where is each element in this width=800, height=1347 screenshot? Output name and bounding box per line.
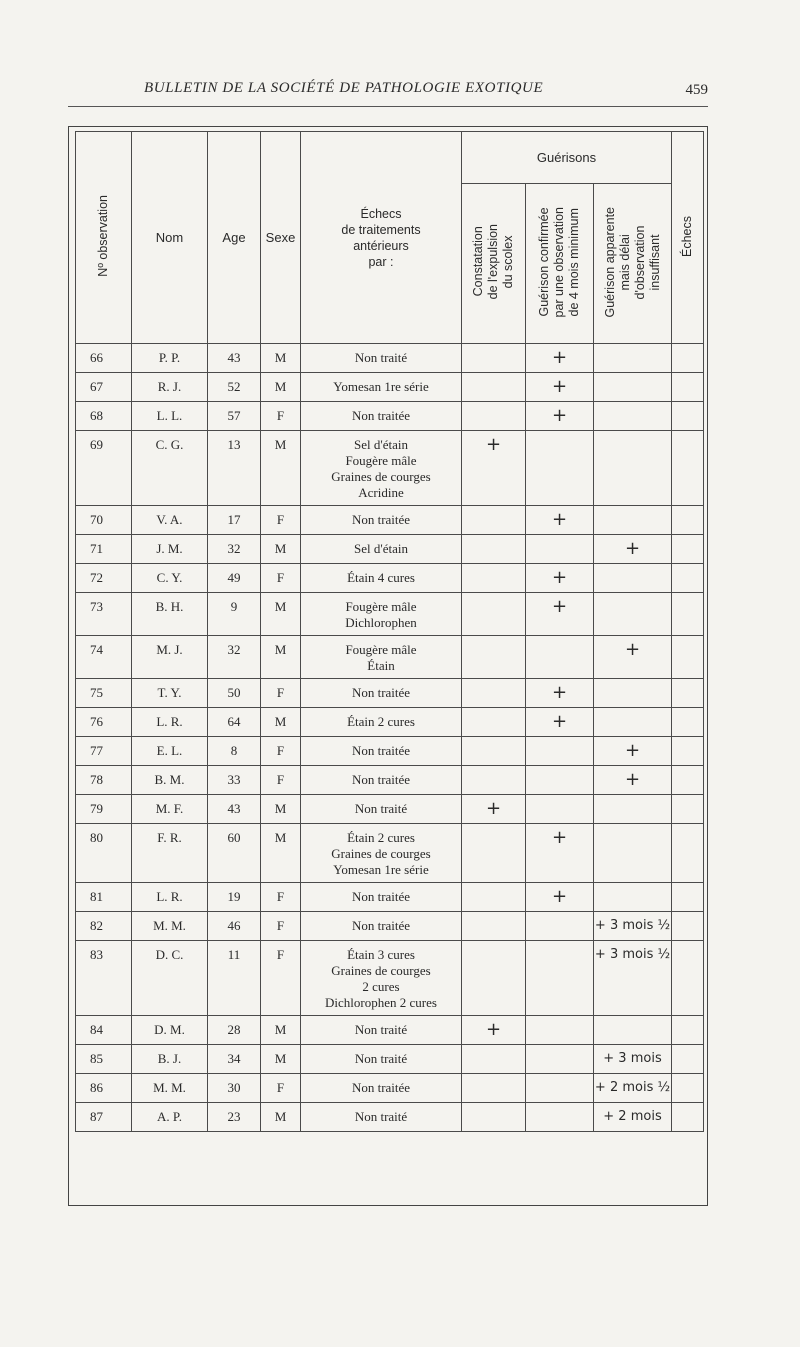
confirmed-cure-cell: [526, 1016, 594, 1045]
sex-cell: M: [261, 795, 301, 824]
confirmed-cure-cell: [526, 535, 594, 564]
name-cell: M. M.: [132, 1074, 208, 1103]
name-cell: L. R.: [132, 708, 208, 737]
sex-cell: F: [261, 737, 301, 766]
page-number: 459: [685, 82, 708, 98]
previous-failures-cell: Étain 2 cures Graines de courges Yomesan 1re série: [301, 824, 462, 883]
header-guerison-confirmee-label: Guérison confirmée par une observation de 4 mois minimum: [537, 206, 581, 318]
sex-cell: F: [261, 766, 301, 795]
observation-number-cell: 66: [76, 344, 132, 373]
age-cell: 34: [208, 1045, 261, 1074]
confirmed-cure-cell: [526, 431, 594, 506]
sex-cell: M: [261, 535, 301, 564]
confirmed-cure-cell: +: [526, 373, 594, 402]
header-no-observation: [76, 132, 132, 344]
table-row: [76, 1016, 704, 1045]
age-cell: 50: [208, 679, 261, 708]
age-cell: 64: [208, 708, 261, 737]
age-cell: 28: [208, 1016, 261, 1045]
name-cell: L. L.: [132, 402, 208, 431]
table-row: [76, 535, 704, 564]
confirmed-cure-cell: +: [526, 564, 594, 593]
header-echecs-label: Échecs: [680, 215, 695, 257]
failure-cell: [672, 636, 704, 679]
failure-cell: [672, 766, 704, 795]
apparent-cure-cell: + 3 mois ½: [594, 941, 672, 1016]
header-nom: Nom: [132, 132, 208, 344]
confirmed-cure-cell: [526, 737, 594, 766]
apparent-cure-cell: + 2 mois: [594, 1103, 672, 1132]
name-cell: D. C.: [132, 941, 208, 1016]
scolex-expulsion-cell: [462, 1045, 526, 1074]
sex-cell: M: [261, 431, 301, 506]
age-cell: 46: [208, 912, 261, 941]
previous-failures-cell: Non traité: [301, 1045, 462, 1074]
failure-cell: [672, 535, 704, 564]
failure-cell: [672, 373, 704, 402]
table-row: [76, 824, 704, 883]
confirmed-cure-cell: [526, 1045, 594, 1074]
failure-cell: [672, 824, 704, 883]
previous-failures-cell: Étain 3 cures Graines de courges 2 cures Dichlorophen 2 cures: [301, 941, 462, 1016]
table-row: [76, 1103, 704, 1132]
scolex-expulsion-cell: [462, 593, 526, 636]
confirmed-cure-cell: [526, 795, 594, 824]
failure-cell: [672, 1045, 704, 1074]
scolex-expulsion-cell: [462, 1074, 526, 1103]
name-cell: C. G.: [132, 431, 208, 506]
apparent-cure-cell: +: [594, 737, 672, 766]
previous-failures-cell: Sel d'étain: [301, 535, 462, 564]
age-cell: 43: [208, 344, 261, 373]
name-cell: L. R.: [132, 883, 208, 912]
scolex-expulsion-cell: [462, 564, 526, 593]
failure-cell: [672, 708, 704, 737]
previous-failures-cell: Non traitée: [301, 737, 462, 766]
confirmed-cure-cell: +: [526, 679, 594, 708]
age-cell: 60: [208, 824, 261, 883]
observation-number-cell: 74: [76, 636, 132, 679]
failure-cell: [672, 737, 704, 766]
age-cell: 11: [208, 941, 261, 1016]
scolex-expulsion-cell: [462, 535, 526, 564]
sex-cell: M: [261, 1103, 301, 1132]
name-cell: B. H.: [132, 593, 208, 636]
table-row: [76, 431, 704, 506]
scolex-expulsion-cell: [462, 708, 526, 737]
age-cell: 33: [208, 766, 261, 795]
table-row: [76, 941, 704, 1016]
sex-cell: M: [261, 373, 301, 402]
confirmed-cure-cell: [526, 941, 594, 1016]
failure-cell: [672, 679, 704, 708]
observation-number-cell: 75: [76, 679, 132, 708]
table-row: [76, 506, 704, 535]
sex-cell: F: [261, 506, 301, 535]
sex-cell: F: [261, 679, 301, 708]
header-echecs: [672, 132, 704, 344]
age-cell: 17: [208, 506, 261, 535]
table-row: [76, 344, 704, 373]
failure-cell: [672, 593, 704, 636]
apparent-cure-cell: [594, 564, 672, 593]
scolex-expulsion-cell: +: [462, 795, 526, 824]
header-guerison-apparente-label: Guérison apparente mais délai d'observation insuffisant: [602, 206, 662, 318]
failure-cell: [672, 344, 704, 373]
header-no-observation-label: Nº observation: [96, 195, 110, 277]
header-echecs-anterieurs: Échecs de traitements antérieurs par :: [301, 132, 462, 344]
apparent-cure-cell: [594, 373, 672, 402]
failure-cell: [672, 564, 704, 593]
sex-cell: M: [261, 1016, 301, 1045]
table-row: [76, 912, 704, 941]
previous-failures-cell: Sel d'étain Fougère mâle Graines de courges Acridine: [301, 431, 462, 506]
table-row: [76, 679, 704, 708]
observation-number-cell: 70: [76, 506, 132, 535]
sex-cell: M: [261, 593, 301, 636]
sex-cell: M: [261, 1045, 301, 1074]
table-row: [76, 402, 704, 431]
observation-number-cell: 78: [76, 766, 132, 795]
sex-cell: F: [261, 883, 301, 912]
page-header: [68, 78, 708, 107]
apparent-cure-cell: [594, 402, 672, 431]
scolex-expulsion-cell: [462, 941, 526, 1016]
sex-cell: M: [261, 824, 301, 883]
confirmed-cure-cell: +: [526, 824, 594, 883]
sex-cell: F: [261, 941, 301, 1016]
table-row: [76, 708, 704, 737]
header-constatation: [462, 184, 526, 344]
failure-cell: [672, 402, 704, 431]
table-body: [76, 344, 704, 1132]
previous-failures-cell: Non traité: [301, 344, 462, 373]
header-guerison-apparente: [594, 184, 672, 344]
failure-cell: [672, 506, 704, 535]
header-guerisons: Guérisons: [462, 132, 672, 184]
scolex-expulsion-cell: [462, 1103, 526, 1132]
previous-failures-cell: Non traitée: [301, 912, 462, 941]
name-cell: V. A.: [132, 506, 208, 535]
confirmed-cure-cell: +: [526, 344, 594, 373]
previous-failures-cell: Non traitée: [301, 506, 462, 535]
name-cell: M. J.: [132, 636, 208, 679]
age-cell: 52: [208, 373, 261, 402]
sex-cell: F: [261, 912, 301, 941]
table-row: [76, 883, 704, 912]
name-cell: M. F.: [132, 795, 208, 824]
apparent-cure-cell: [594, 593, 672, 636]
observation-number-cell: 77: [76, 737, 132, 766]
observation-number-cell: 72: [76, 564, 132, 593]
observation-number-cell: 69: [76, 431, 132, 506]
apparent-cure-cell: + 3 mois ½: [594, 912, 672, 941]
confirmed-cure-cell: [526, 766, 594, 795]
scolex-expulsion-cell: [462, 737, 526, 766]
scolex-expulsion-cell: [462, 506, 526, 535]
apparent-cure-cell: +: [594, 535, 672, 564]
previous-failures-cell: Non traitée: [301, 766, 462, 795]
age-cell: 23: [208, 1103, 261, 1132]
scolex-expulsion-cell: [462, 824, 526, 883]
previous-failures-cell: Étain 2 cures: [301, 708, 462, 737]
scolex-expulsion-cell: [462, 679, 526, 708]
scolex-expulsion-cell: +: [462, 431, 526, 506]
confirmed-cure-cell: +: [526, 593, 594, 636]
name-cell: B. J.: [132, 1045, 208, 1074]
confirmed-cure-cell: [526, 912, 594, 941]
name-cell: F. R.: [132, 824, 208, 883]
observation-number-cell: 87: [76, 1103, 132, 1132]
name-cell: B. M.: [132, 766, 208, 795]
failure-cell: [672, 941, 704, 1016]
apparent-cure-cell: [594, 708, 672, 737]
age-cell: 32: [208, 535, 261, 564]
scolex-expulsion-cell: [462, 636, 526, 679]
observation-number-cell: 68: [76, 402, 132, 431]
table-row: [76, 795, 704, 824]
confirmed-cure-cell: +: [526, 883, 594, 912]
age-cell: 57: [208, 402, 261, 431]
scolex-expulsion-cell: +: [462, 1016, 526, 1045]
apparent-cure-cell: [594, 824, 672, 883]
header-age: Age: [208, 132, 261, 344]
observation-number-cell: 76: [76, 708, 132, 737]
apparent-cure-cell: [594, 344, 672, 373]
previous-failures-cell: Non traitée: [301, 679, 462, 708]
name-cell: R. J.: [132, 373, 208, 402]
previous-failures-cell: Non traitée: [301, 883, 462, 912]
failure-cell: [672, 795, 704, 824]
observation-number-cell: 71: [76, 535, 132, 564]
previous-failures-cell: Non traité: [301, 1016, 462, 1045]
table-row: [76, 1045, 704, 1074]
table-row: [76, 564, 704, 593]
table-row: [76, 766, 704, 795]
table-row: [76, 737, 704, 766]
confirmed-cure-cell: +: [526, 506, 594, 535]
sex-cell: M: [261, 636, 301, 679]
name-cell: P. P.: [132, 344, 208, 373]
scolex-expulsion-cell: [462, 373, 526, 402]
sex-cell: F: [261, 402, 301, 431]
previous-failures-cell: Non traitée: [301, 402, 462, 431]
observation-number-cell: 86: [76, 1074, 132, 1103]
name-cell: T. Y.: [132, 679, 208, 708]
sex-cell: F: [261, 564, 301, 593]
confirmed-cure-cell: +: [526, 402, 594, 431]
sex-cell: F: [261, 1074, 301, 1103]
age-cell: 32: [208, 636, 261, 679]
name-cell: J. M.: [132, 535, 208, 564]
age-cell: 49: [208, 564, 261, 593]
observation-number-cell: 80: [76, 824, 132, 883]
apparent-cure-cell: [594, 883, 672, 912]
apparent-cure-cell: [594, 431, 672, 506]
sex-cell: M: [261, 344, 301, 373]
failure-cell: [672, 883, 704, 912]
age-cell: 9: [208, 593, 261, 636]
apparent-cure-cell: [594, 795, 672, 824]
scolex-expulsion-cell: [462, 883, 526, 912]
age-cell: 19: [208, 883, 261, 912]
apparent-cure-cell: + 3 mois: [594, 1045, 672, 1074]
header-constatation-label: Constatation de l'expulsion du scolex: [471, 224, 515, 300]
name-cell: D. M.: [132, 1016, 208, 1045]
confirmed-cure-cell: [526, 1103, 594, 1132]
apparent-cure-cell: [594, 506, 672, 535]
observation-number-cell: 84: [76, 1016, 132, 1045]
name-cell: A. P.: [132, 1103, 208, 1132]
sex-cell: M: [261, 708, 301, 737]
confirmed-cure-cell: [526, 1074, 594, 1103]
previous-failures-cell: Fougère mâle Dichlorophen: [301, 593, 462, 636]
failure-cell: [672, 1074, 704, 1103]
name-cell: E. L.: [132, 737, 208, 766]
observations-table: [75, 131, 704, 1132]
failure-cell: [672, 431, 704, 506]
scolex-expulsion-cell: [462, 766, 526, 795]
previous-failures-cell: Yomesan 1re série: [301, 373, 462, 402]
apparent-cure-cell: +: [594, 766, 672, 795]
previous-failures-cell: Fougère mâle Étain: [301, 636, 462, 679]
table-row: [76, 1074, 704, 1103]
observation-number-cell: 79: [76, 795, 132, 824]
apparent-cure-cell: +: [594, 636, 672, 679]
apparent-cure-cell: [594, 1016, 672, 1045]
scolex-expulsion-cell: [462, 912, 526, 941]
apparent-cure-cell: [594, 679, 672, 708]
table-row: [76, 636, 704, 679]
scolex-expulsion-cell: [462, 402, 526, 431]
previous-failures-cell: Non traitée: [301, 1074, 462, 1103]
age-cell: 8: [208, 737, 261, 766]
confirmed-cure-cell: +: [526, 708, 594, 737]
observation-number-cell: 82: [76, 912, 132, 941]
table-row: [76, 593, 704, 636]
previous-failures-cell: Non traité: [301, 1103, 462, 1132]
name-cell: M. M.: [132, 912, 208, 941]
scolex-expulsion-cell: [462, 344, 526, 373]
age-cell: 13: [208, 431, 261, 506]
failure-cell: [672, 912, 704, 941]
running-title: BULLETIN DE LA SOCIÉTÉ DE PATHOLOGIE EXOTIQUE: [144, 80, 544, 96]
confirmed-cure-cell: [526, 636, 594, 679]
observation-number-cell: 73: [76, 593, 132, 636]
header-sexe: Sexe: [261, 132, 301, 344]
observation-number-cell: 85: [76, 1045, 132, 1074]
previous-failures-cell: Non traité: [301, 795, 462, 824]
previous-failures-cell: Étain 4 cures: [301, 564, 462, 593]
failure-cell: [672, 1016, 704, 1045]
table-row: [76, 373, 704, 402]
table-frame: [68, 126, 708, 1206]
age-cell: 43: [208, 795, 261, 824]
header-guerison-confirmee: [526, 184, 594, 344]
apparent-cure-cell: + 2 mois ½: [594, 1074, 672, 1103]
observation-number-cell: 67: [76, 373, 132, 402]
failure-cell: [672, 1103, 704, 1132]
name-cell: C. Y.: [132, 564, 208, 593]
observation-number-cell: 81: [76, 883, 132, 912]
age-cell: 30: [208, 1074, 261, 1103]
observation-number-cell: 83: [76, 941, 132, 1016]
